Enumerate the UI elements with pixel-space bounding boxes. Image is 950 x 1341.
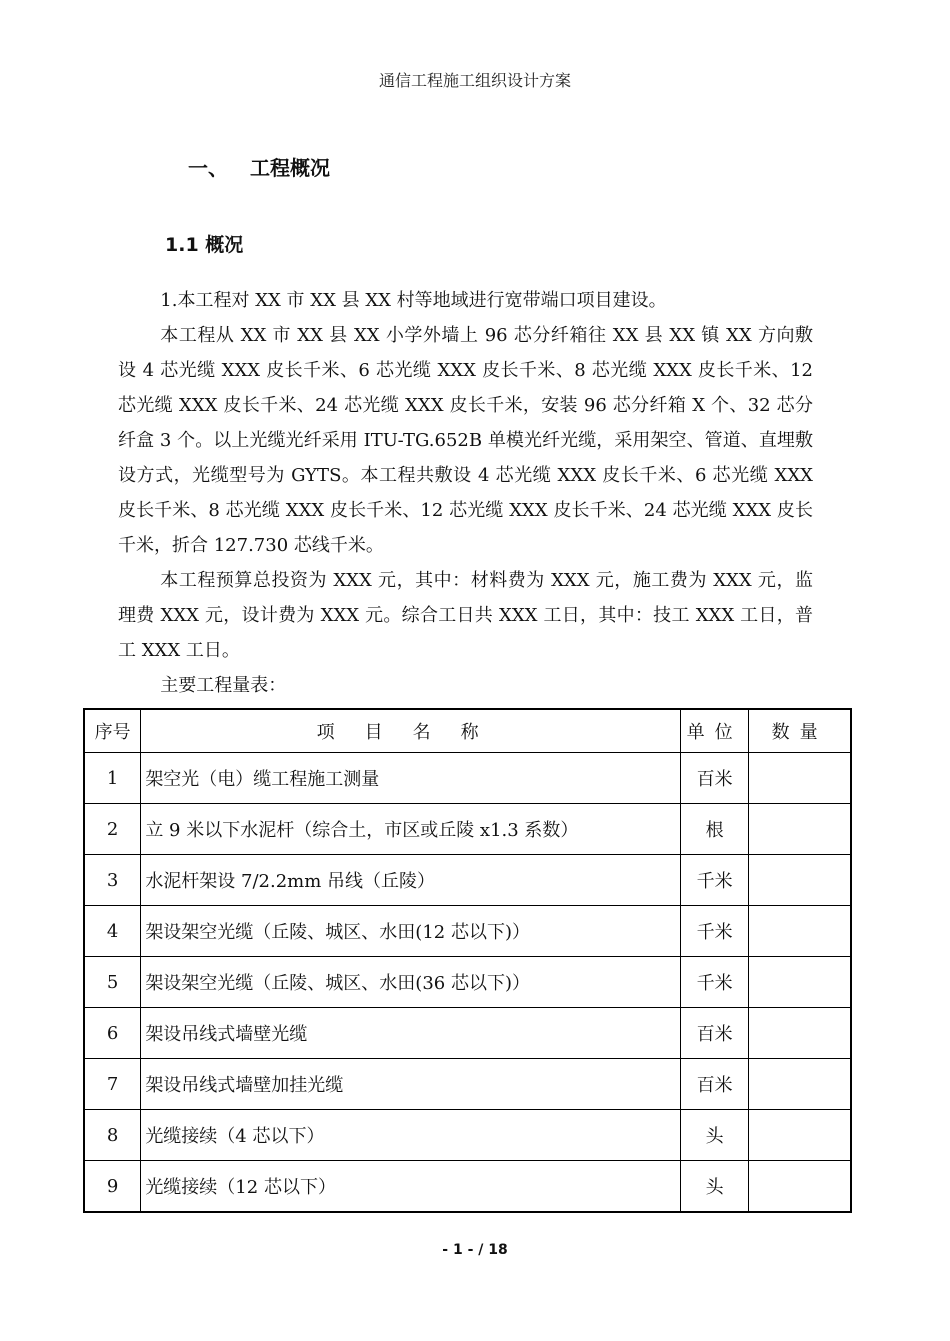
row-no: 2 [84,804,141,855]
row-unit: 根 [681,804,749,855]
paragraph: 本工程预算总投资为 XXX 元，其中：材料费为 XXX 元，施工费为 XXX 元，监理费 XXX 元，设计费为 XXX 元。综合工日共 XXX 工日，其中：技工 XXX 工日，普工 XXX 工日。 [118,570,813,661]
table-row [84,906,851,957]
row-qty [749,804,851,855]
body-text [118,283,813,703]
header-unit: 单位 [681,709,749,753]
running-header: 通信工程施工组织设计方案 [378,71,571,90]
row-qty [749,1059,851,1110]
table-row [84,1110,851,1161]
row-qty [749,1008,851,1059]
section-number: 一、 [188,156,228,180]
row-unit: 千米 [681,957,749,1008]
row-name: 光缆接续（12 芯以下） [141,1161,681,1213]
header-qty: 数量 [749,709,851,753]
row-no: 5 [84,957,141,1008]
row-no: 9 [84,1161,141,1213]
table-header-row [84,709,851,753]
row-name: 立 9 米以下水泥杆（综合土，市区或丘陵 x1.3 系数） [141,804,681,855]
table-row [84,804,851,855]
row-unit: 头 [681,1110,749,1161]
page-number: - 1 - / 18 [442,1242,508,1258]
table-row [84,1008,851,1059]
row-qty [749,957,851,1008]
row-name: 光缆接续（4 芯以下） [141,1110,681,1161]
row-name: 架设架空光缆（丘陵、城区、水田(36 芯以下)） [141,957,681,1008]
row-no: 8 [84,1110,141,1161]
row-unit: 千米 [681,855,749,906]
row-unit: 百米 [681,753,749,804]
row-no: 6 [84,1008,141,1059]
subsection-heading: 1.1 概况 [165,234,244,256]
paragraph: 本工程从 XX 市 XX 县 XX 小学外墙上 96 芯分纤箱往 XX 县 XX 镇 XX 方向敷设 4 芯光缆 XXX 皮长千米、6 芯光缆 XXX 皮长千米、8 芯光缆 XXX 皮长千米、12 芯光缆 XXX 皮长千米、24 芯光缆 XXX 皮长千米，安装 96 芯分纤箱 X 个、32 芯分纤盒 3 个。以上光缆光纤采用 ITU-TG.652B 单模光纤光缆，采用架空、管道、直埋敷设方式，光缆型号为 GYTS。本工程共敷设 4 芯光缆 XXX 皮长千米、6 芯光缆 XXX 皮长千米、8 芯光缆 XXX 皮长千米、12 芯光缆 XXX 皮长千米、24 芯光缆 XXX 皮长千米，折合 127.730 芯线千米。 [118,325,813,556]
header-name: 项目名称 [141,709,681,753]
row-qty [749,1161,851,1213]
row-unit: 千米 [681,906,749,957]
section-heading [188,152,330,181]
row-unit: 百米 [681,1059,749,1110]
quantity-table [83,708,852,1213]
row-unit: 头 [681,1161,749,1213]
row-name: 水泥杆架设 7/2.2mm 吊线（丘陵） [141,855,681,906]
row-no: 4 [84,906,141,957]
section-title: 工程概况 [250,156,330,180]
row-qty [749,1110,851,1161]
row-qty [749,855,851,906]
row-qty [749,753,851,804]
paragraph: 主要工程量表： [160,675,287,696]
table-row [84,957,851,1008]
row-name: 架设架空光缆（丘陵、城区、水田(12 芯以下)） [141,906,681,957]
row-no: 3 [84,855,141,906]
row-name: 架设吊线式墙壁加挂光缆 [141,1059,681,1110]
row-qty [749,906,851,957]
row-no: 1 [84,753,141,804]
table-row [84,855,851,906]
header-no: 序号 [84,709,141,753]
row-name: 架空光（电）缆工程施工测量 [141,753,681,804]
table-row [84,1161,851,1213]
row-no: 7 [84,1059,141,1110]
paragraph: 1.本工程对 XX 市 XX 县 XX 村等地域进行宽带端口项目建设。 [160,290,667,311]
row-name: 架设吊线式墙壁光缆 [141,1008,681,1059]
table-row [84,1059,851,1110]
table-row [84,753,851,804]
row-unit: 百米 [681,1008,749,1059]
